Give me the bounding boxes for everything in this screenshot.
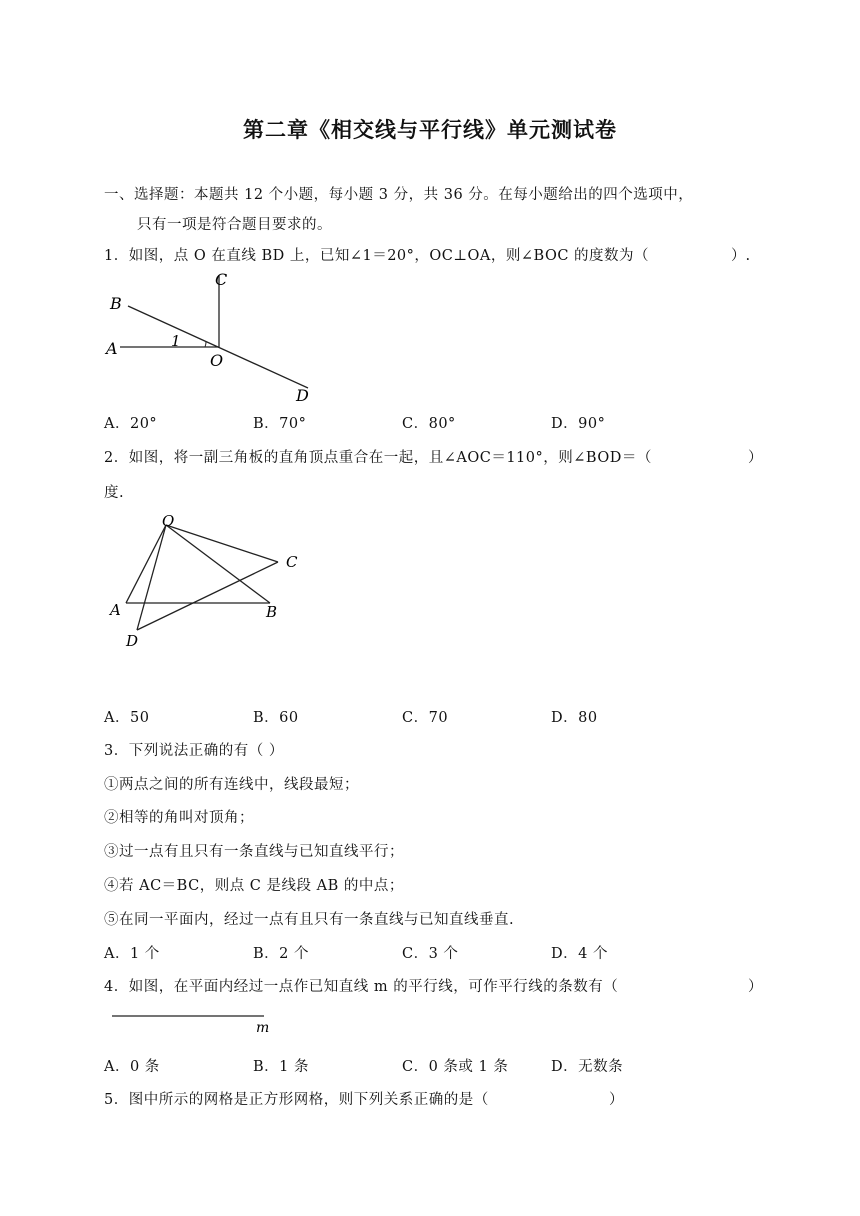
q4-label-m: m — [256, 1020, 270, 1036]
q1-figure — [100, 265, 330, 410]
q3-statement-5: ⑤在同一平面内，经过一点有且只有一条直线与已知直线垂直. — [104, 912, 515, 928]
q4-close-paren: ） — [748, 979, 763, 995]
q1-label-b: B — [110, 294, 122, 313]
q3-option-c: C．3 个 — [402, 946, 459, 962]
q1-label-a: A — [106, 339, 118, 358]
q2-close-paren: ） — [748, 450, 763, 466]
q1-label-c: C — [215, 270, 228, 289]
section-heading: 一、选择题：本题共 12 个小题，每小题 3 分，共 36 分。在每小题给出的四个选项中， — [104, 187, 694, 203]
q1-text: 1．如图，点 O 在直线 BD 上，已知∠1＝20°，OC⊥OA，则∠BOC 的度数为（ — [104, 248, 650, 264]
q3-statement-1: ①两点之间的所有连线中，线段最短； — [104, 777, 359, 793]
q1-close-paren: ）. — [731, 248, 751, 264]
q2-option-c: C．70 — [402, 710, 449, 726]
q2-label-o: O — [162, 512, 175, 530]
q4-option-c: C．0 条或 1 条 — [402, 1059, 509, 1075]
q1-label-d: D — [296, 386, 309, 405]
q2-text: 2．如图，将一副三角板的直角顶点重合在一起，且∠AOC＝110°，则∠BOD＝（ — [104, 450, 652, 466]
q1-option-a: A．20° — [104, 416, 158, 432]
q5-close-paren: ） — [609, 1092, 624, 1108]
q3-text: 3．下列说法正确的有（ ） — [104, 743, 284, 759]
q3-statement-3: ③过一点有且只有一条直线与已知直线平行； — [104, 844, 404, 860]
q2-option-b: B．60 — [253, 710, 299, 726]
q1-option-c: C．80° — [402, 416, 456, 432]
q4-option-a: A．0 条 — [104, 1059, 160, 1075]
q3-statement-2: ②相等的角叫对顶角； — [104, 810, 254, 826]
q2-figure — [104, 512, 304, 652]
q5-text: 5．图中所示的网格是正方形网格，则下列关系正确的是（ — [104, 1092, 489, 1108]
q2-text-cont: 度. — [104, 485, 125, 501]
q2-label-a: A — [110, 601, 121, 619]
q3-option-b: B．2 个 — [253, 946, 309, 962]
q4-figure — [112, 1008, 282, 1038]
q3-option-d: D．4 个 — [551, 946, 608, 962]
q4-text: 4．如图，在平面内经过一点作已知直线 m 的平行线，可作平行线的条数有（ — [104, 979, 619, 995]
q2-option-d: D．80 — [551, 710, 598, 726]
q1-label-o: O — [210, 351, 224, 370]
q3-statement-4: ④若 AC＝BC，则点 C 是线段 AB 的中点； — [104, 878, 404, 894]
q2-option-a: A．50 — [104, 710, 150, 726]
q2-label-c: C — [286, 553, 298, 571]
q3-option-a: A．1 个 — [104, 946, 160, 962]
page-title: 第二章《相交线与平行线》单元测试卷 — [243, 118, 617, 142]
q2-label-d: D — [126, 632, 139, 650]
q4-option-d: D．无数条 — [551, 1059, 624, 1075]
q1-label-angle1: 1 — [171, 332, 181, 350]
q4-option-b: B．1 条 — [253, 1059, 309, 1075]
q1-option-d: D．90° — [551, 416, 606, 432]
q1-option-b: B．70° — [253, 416, 307, 432]
q2-label-b: B — [266, 603, 278, 621]
section-heading-cont: 只有一项是符合题目要求的。 — [137, 217, 332, 233]
